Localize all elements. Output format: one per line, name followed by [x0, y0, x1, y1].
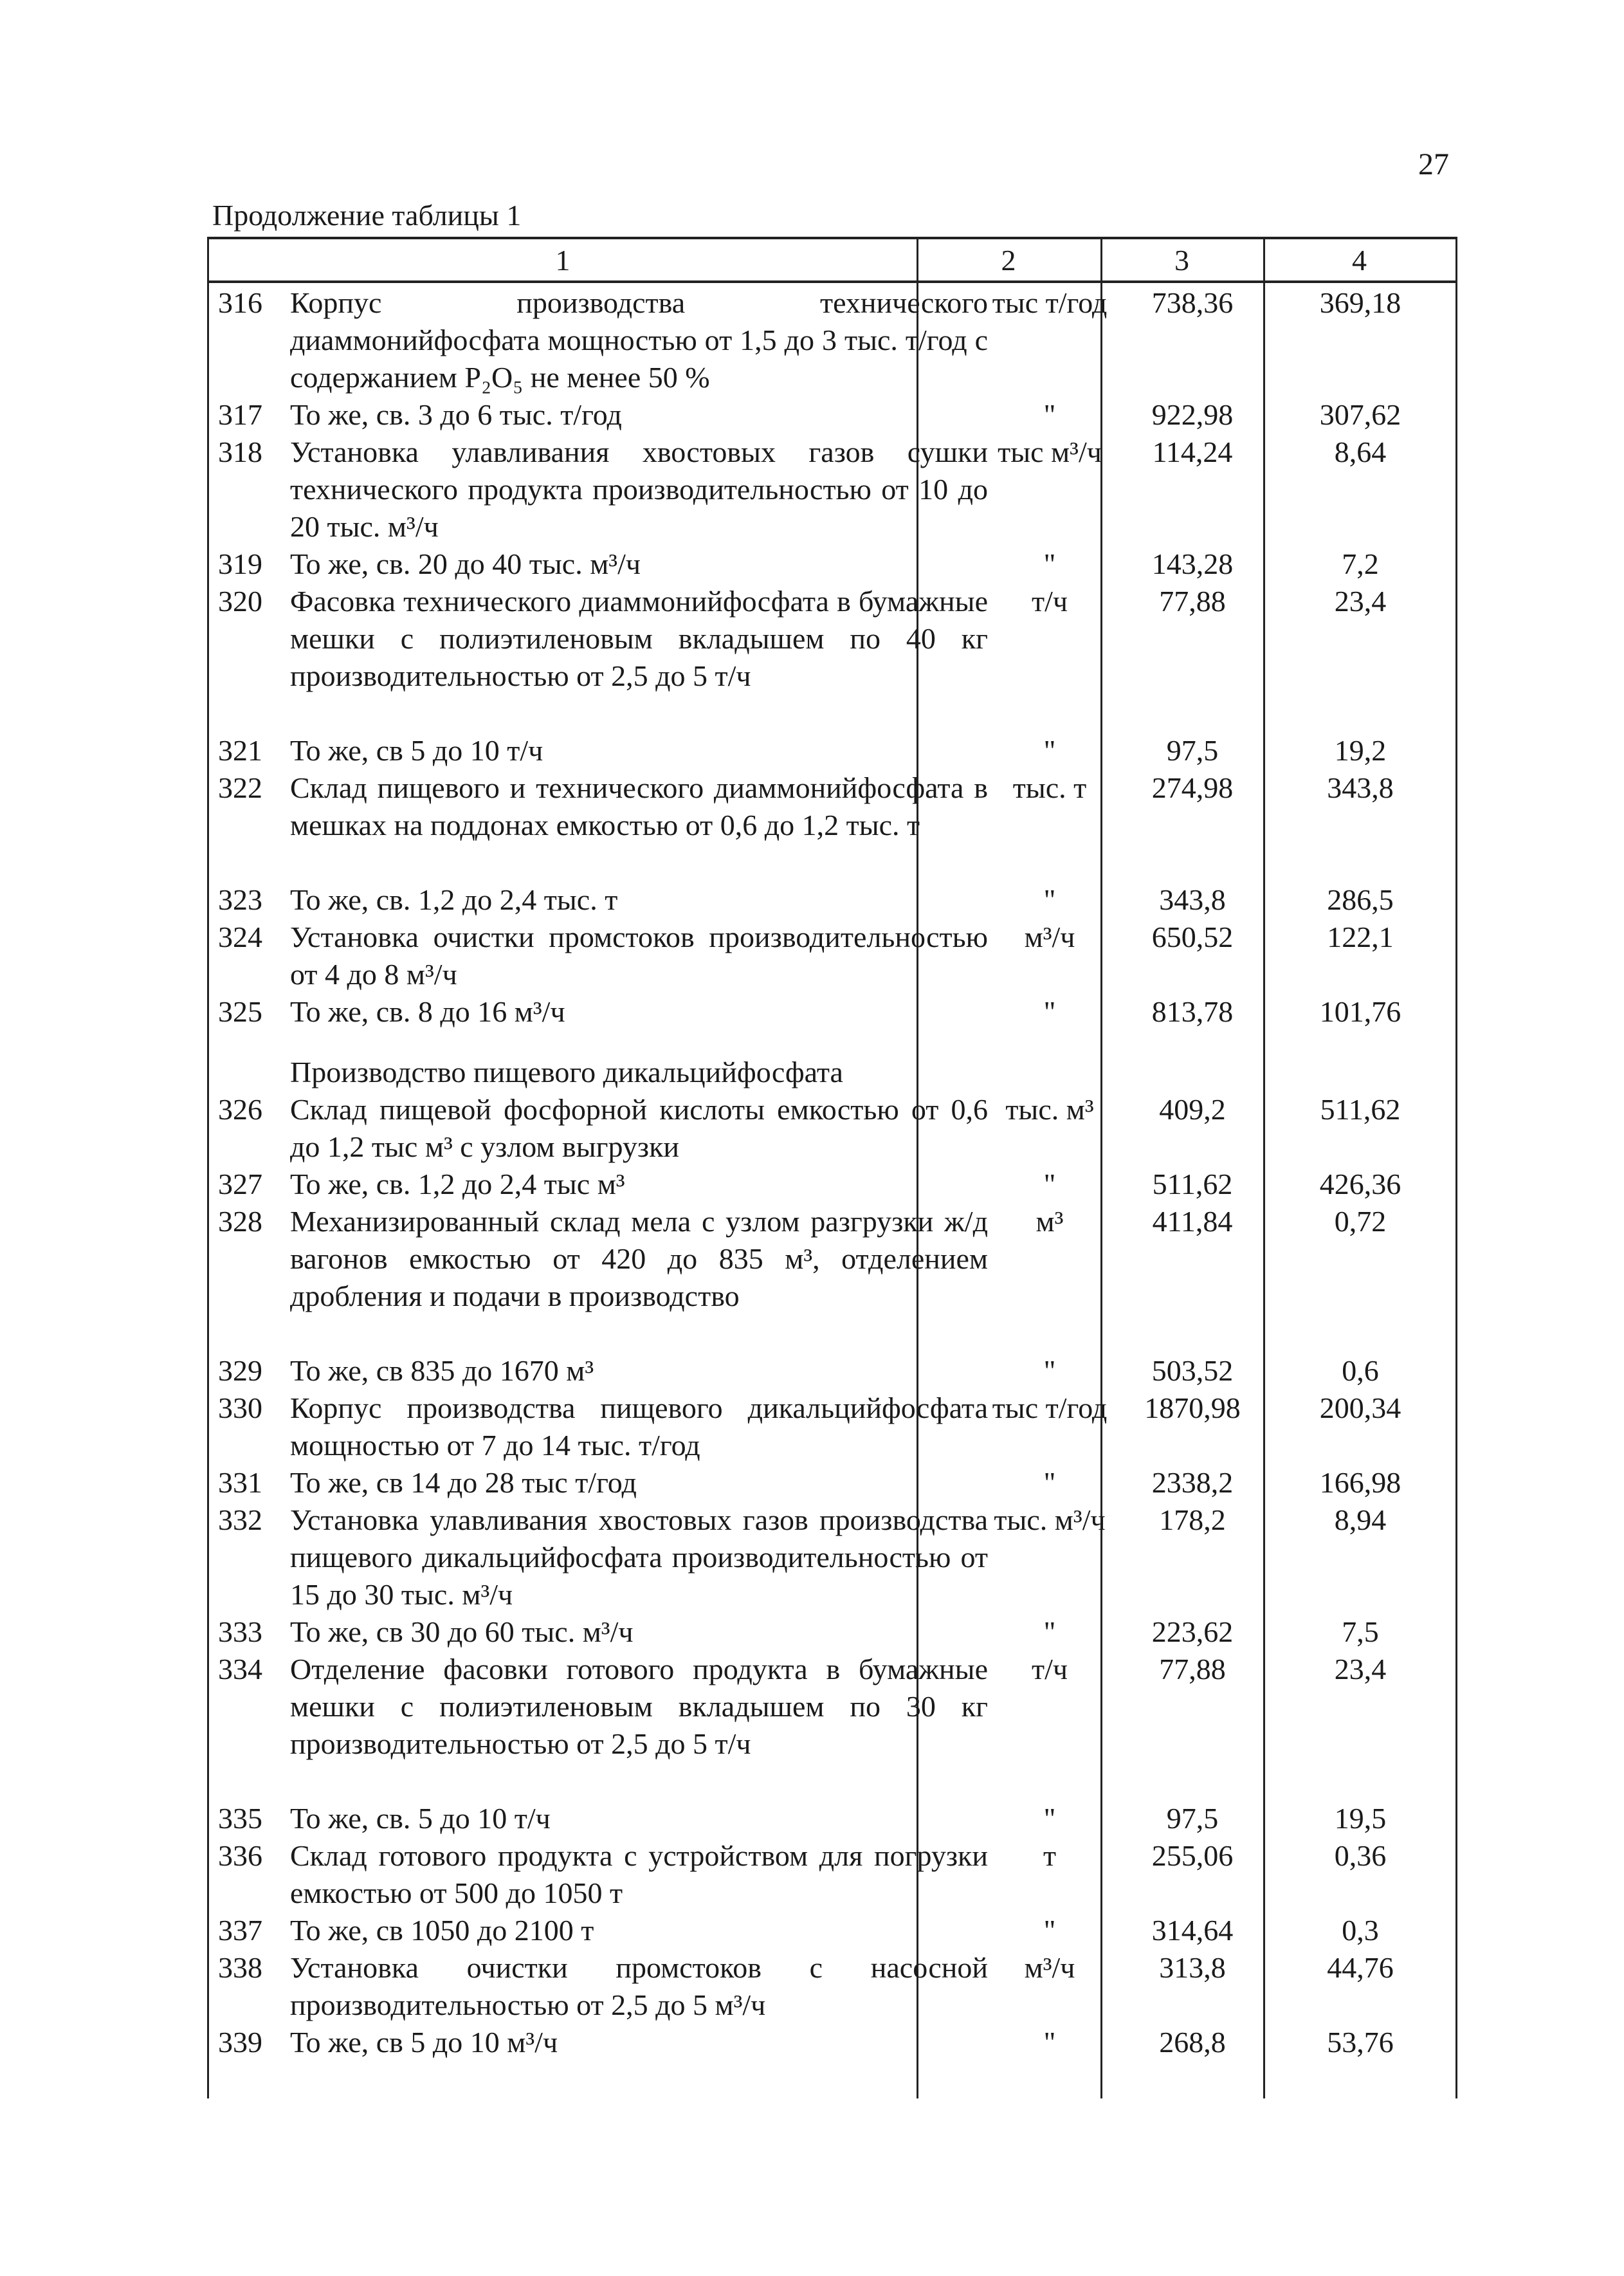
row-unit: ": [1043, 734, 1056, 767]
row-number: 333: [218, 1615, 262, 1648]
row-number: 334: [218, 1653, 262, 1685]
row-number: 337: [218, 1914, 262, 1947]
row-value-3: 255,06: [1151, 1839, 1234, 1872]
row-name: Корпус производства пищевого дикальцийфосфата мощностью от 7 до 14 тыс. т/год: [290, 1391, 988, 1462]
row-unit: тыс м³/ч: [998, 436, 1102, 468]
row-unit: м³: [1036, 1205, 1064, 1238]
page-number: 27: [1418, 147, 1449, 181]
row-value-3: 738,36: [1151, 286, 1234, 319]
row-number: 323: [218, 883, 262, 916]
row-name: Установка очистки промстоков с насосной производительностью от 2,5 до 5 м³/ч: [290, 1951, 988, 2021]
row-value-3: 922,98: [1151, 398, 1234, 431]
row-name: То же, св 835 до 1670 м³: [290, 1354, 594, 1387]
row-unit: ": [1043, 1354, 1056, 1387]
row-value-4: 23,4: [1334, 1653, 1387, 1685]
row-unit: тыс. т: [1012, 771, 1087, 804]
row-unit: м³/ч: [1024, 921, 1075, 953]
row-number: 332: [218, 1503, 262, 1536]
row-unit: т/ч: [1031, 1653, 1068, 1685]
row-unit: ": [1043, 1168, 1056, 1200]
row-value-3: 511,62: [1152, 1168, 1233, 1200]
row-number: 338: [218, 1951, 262, 1984]
row-unit: тыс т/год: [992, 286, 1108, 319]
row-name: Отделение фасовки готового продукта в бумажные мешки с полиэтиленовым вкладышем по 30 кг производительностью от 2,5 до 5 т/ч: [290, 1653, 988, 1760]
row-value-4: 23,4: [1334, 585, 1387, 618]
row-name: Механизированный склад мела с узлом разгрузки ж/д вагонов емкостью от 420 до 835 м³, отделением дробления и подачи в производство: [290, 1205, 988, 1312]
row-name: То же, св. 3 до 6 тыс. т/год: [290, 398, 622, 431]
row-value-3: 409,2: [1159, 1093, 1226, 1126]
row-value-4: 19,5: [1334, 1802, 1387, 1835]
row-value-4: 307,62: [1319, 398, 1401, 431]
row-number: 321: [218, 734, 262, 767]
row-value-4: 0,3: [1342, 1914, 1379, 1947]
row-name: То же, св 5 до 10 м³/ч: [290, 2026, 558, 2059]
row-name: То же, св 30 до 60 тыс. м³/ч: [290, 1615, 634, 1648]
header-col-2: 2: [1001, 244, 1016, 277]
row-value-4: 286,5: [1327, 883, 1394, 916]
row-name: Склад готового продукта с устройством для погрузки емкостью от 500 до 1050 т: [290, 1839, 988, 1909]
row-name: То же, св 5 до 10 т/ч: [290, 734, 543, 767]
row-name: Корпус производства технического диаммонийфосфата мощностью от 1,5 до 3 тыс. т/год с содержанием P₂O₅ не менее 50 %: [290, 286, 988, 394]
row-value-4: 7,2: [1342, 547, 1379, 580]
row-unit: ": [1043, 883, 1056, 916]
row-name: Фасовка технического диаммонийфосфата в бумажные мешки с полиэтиленовым вкладышем по 40 кг производительностью от 2,5 до 5 т/ч: [290, 585, 988, 692]
row-unit: ": [1043, 995, 1056, 1028]
header-col-4: 4: [1352, 244, 1367, 277]
row-value-4: 0,36: [1334, 1839, 1387, 1872]
row-number: 326: [218, 1093, 262, 1126]
row-number: 330: [218, 1391, 262, 1424]
row-name: Установка улавливания хвостовых газов сушки технического продукта производительностью от 10 до 20 тыс. м³/ч: [290, 436, 988, 543]
row-number: 322: [218, 771, 262, 804]
row-value-3: 178,2: [1159, 1503, 1226, 1536]
table-header: [209, 239, 1455, 283]
row-value-4: 343,8: [1327, 771, 1394, 804]
row-value-3: 97,5: [1166, 734, 1219, 767]
row-unit: ": [1043, 1615, 1056, 1648]
row-name: Склад пищевого и технического диаммонийфосфата в мешках на поддонах емкостью от 0,6 до 1,2 тыс. т: [290, 771, 988, 841]
row-number: 328: [218, 1205, 262, 1238]
row-number: 331: [218, 1466, 262, 1499]
row-unit: тыс. м³: [1005, 1093, 1094, 1126]
row-value-3: 268,8: [1159, 2026, 1226, 2059]
row-value-4: 53,76: [1327, 2026, 1394, 2059]
row-unit: т/ч: [1031, 585, 1068, 618]
row-value-4: 426,36: [1319, 1168, 1401, 1200]
row-value-3: 77,88: [1159, 585, 1226, 618]
row-number: 339: [218, 2026, 262, 2059]
row-name: Установка улавливания хвостовых газов производства пищевого дикальцийфосфата производительностью от 15 до 30 тыс. м³/ч: [290, 1503, 988, 1611]
row-name: То же, св 1050 до 2100 т: [290, 1914, 594, 1947]
table-caption: Продолжение таблицы 1: [212, 199, 522, 232]
row-number: 319: [218, 547, 262, 580]
row-value-4: 8,64: [1334, 436, 1387, 468]
row-unit: т: [1043, 1839, 1057, 1872]
row-value-4: 0,72: [1334, 1205, 1387, 1238]
row-unit: ": [1043, 1466, 1056, 1499]
row-value-4: 166,98: [1319, 1466, 1401, 1499]
row-value-3: 274,98: [1151, 771, 1234, 804]
row-value-3: 1870,98: [1144, 1391, 1241, 1424]
row-number: 324: [218, 921, 262, 953]
row-value-4: 511,62: [1320, 1093, 1401, 1126]
row-value-4: 8,94: [1334, 1503, 1387, 1536]
row-unit: ": [1043, 1914, 1056, 1947]
row-number: 327: [218, 1168, 262, 1200]
row-value-4: 369,18: [1319, 286, 1401, 319]
row-value-4: 0,6: [1342, 1354, 1379, 1387]
row-number: 316: [218, 286, 262, 319]
row-value-3: 223,62: [1151, 1615, 1234, 1648]
row-name: То же, св. 20 до 40 тыс. м³/ч: [290, 547, 641, 580]
row-value-3: 2338,2: [1151, 1466, 1234, 1499]
row-unit: тыс. м³/ч: [994, 1503, 1106, 1536]
row-value-3: 314,64: [1151, 1914, 1234, 1947]
row-name: То же, св. 1,2 до 2,4 тыс м³: [290, 1168, 625, 1200]
row-value-3: 813,78: [1151, 995, 1234, 1028]
row-number: 335: [218, 1802, 262, 1835]
header-col-1: 1: [555, 244, 570, 277]
row-value-3: 503,52: [1151, 1354, 1234, 1387]
row-unit: тыс т/год: [992, 1391, 1108, 1424]
row-unit: ": [1043, 398, 1056, 431]
header-col-3: 3: [1174, 244, 1189, 277]
row-name: То же, св. 8 до 16 м³/ч: [290, 995, 565, 1028]
row-name: То же, св 14 до 28 тыс т/год: [290, 1466, 637, 1499]
row-unit: ": [1043, 1802, 1056, 1835]
row-value-3: 343,8: [1159, 883, 1226, 916]
row-number: 318: [218, 436, 262, 468]
data-table: [207, 237, 1457, 2098]
row-value-3: 411,84: [1152, 1205, 1233, 1238]
row-name: То же, св. 5 до 10 т/ч: [290, 1802, 551, 1835]
row-number: 317: [218, 398, 262, 431]
row-value-4: 19,2: [1334, 734, 1387, 767]
row-unit: м³/ч: [1024, 1951, 1075, 1984]
row-value-3: 143,28: [1151, 547, 1234, 580]
row-number: 320: [218, 585, 262, 618]
row-unit: ": [1043, 547, 1056, 580]
row-value-3: 313,8: [1159, 1951, 1226, 1984]
row-value-4: 101,76: [1319, 995, 1401, 1028]
row-name: Установка очистки промстоков производительностью от 4 до 8 м³/ч: [290, 921, 988, 991]
row-number: 329: [218, 1354, 262, 1387]
row-value-3: 77,88: [1159, 1653, 1226, 1685]
row-value-3: 114,24: [1152, 436, 1233, 468]
row-value-4: 200,34: [1319, 1391, 1401, 1424]
row-value-3: 650,52: [1151, 921, 1234, 953]
row-name: То же, св. 1,2 до 2,4 тыс. т: [290, 883, 618, 916]
row-name: Склад пищевой фосфорной кислоты емкостью от 0,6 до 1,2 тыс м³ с узлом выгрузки: [290, 1093, 988, 1163]
row-number: 325: [218, 995, 262, 1028]
row-value-3: 97,5: [1166, 1802, 1219, 1835]
row-value-4: 44,76: [1327, 1951, 1394, 1984]
row-unit: ": [1043, 2026, 1056, 2059]
row-value-4: 122,1: [1327, 921, 1394, 953]
row-number: 336: [218, 1839, 262, 1872]
row-value-4: 7,5: [1342, 1615, 1379, 1648]
section-heading: Производство пищевого дикальцийфосфата: [290, 1056, 843, 1088]
